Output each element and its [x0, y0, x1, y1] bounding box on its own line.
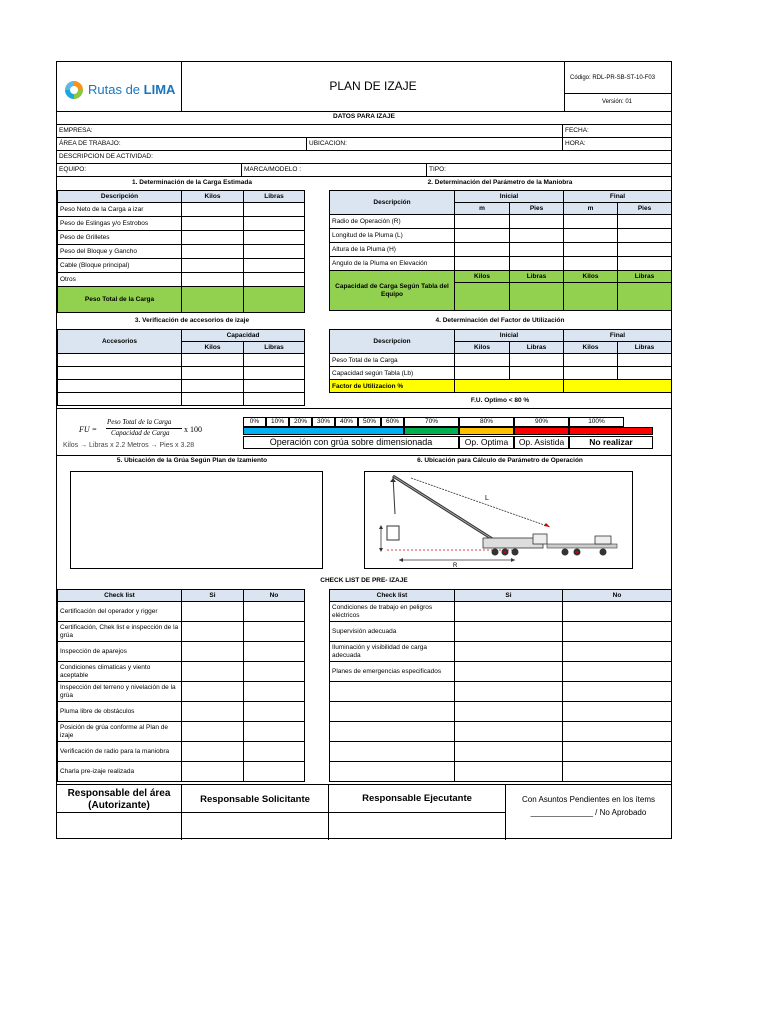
scale-percent-90: 90%: [514, 417, 569, 427]
checkbox-si[interactable]: [455, 662, 563, 682]
checklist-row: Pluma libre de obstáculos: [58, 702, 305, 722]
input-cell[interactable]: [244, 273, 305, 287]
table-row: Altura de la Pluma (H): [330, 243, 672, 257]
carga-table: [57, 190, 305, 313]
logo-text: Rutas de: [88, 82, 144, 97]
company-logo: [63, 77, 178, 103]
checklist-row: [330, 702, 672, 722]
checklist-row: Certificación, Chek list e inspección de la grúa: [58, 622, 305, 642]
checklist-title: CHECK LIST DE PRE- IZAJE: [320, 577, 408, 584]
document-code: Código: RDL-PR-SB-ST-10-F03: [570, 75, 656, 81]
checkbox-si[interactable]: [182, 642, 244, 662]
crane-diagram: [364, 471, 633, 569]
checklist-left-table: Check list Si No Certificación del operador y rigger Certificación, Chek list e inspección de la grúa Inspección de aparejos Condiciones climaticas y viento aceptable Inspección del terreno y nivelación de la grúa Pluma libre de obstáculos Posición de grúa conforme al Plan de izaje Verificación de radio para la maniobra Charla pre-izaje realizada: [57, 589, 305, 782]
checkbox-si[interactable]: [455, 722, 563, 742]
table-row: [58, 393, 305, 406]
table-row: Angulo de la Pluma en Elevación: [330, 257, 672, 271]
checkbox-si[interactable]: [455, 602, 563, 622]
tipo-label: TIPO:: [429, 166, 446, 173]
checkbox-si[interactable]: [182, 702, 244, 722]
section4-title: 4. Determinación del Factor de Utilización: [435, 317, 565, 324]
checklist-row: Verificación de radio para la maniobra: [58, 742, 305, 762]
table-row: Otros: [58, 273, 305, 287]
checklist-row: [330, 682, 672, 702]
col-descripcion: Descripción: [58, 191, 182, 203]
table-row: Peso del Bloque y Gancho: [58, 245, 305, 259]
checkbox-no[interactable]: [563, 642, 672, 662]
signature-ejecutante-field[interactable]: [329, 813, 504, 839]
checkbox-si[interactable]: [182, 722, 244, 742]
checklist-row: Posición de grúa conforme al Plan de izaje: [58, 722, 305, 742]
checkbox-no[interactable]: [244, 702, 305, 722]
factor-utilizacion-label: Factor de Utilizacion %: [330, 380, 455, 393]
fu-formula: FU = Peso Total de la Carga Capacidad de Carga x 100: [79, 418, 202, 437]
checkbox-si[interactable]: [182, 762, 244, 782]
checkbox-si[interactable]: [182, 622, 244, 642]
peso-total-libras[interactable]: [244, 287, 305, 313]
scale-segment-red-2: [569, 427, 653, 435]
empresa-field[interactable]: [97, 125, 561, 137]
input-cell[interactable]: [244, 217, 305, 231]
checkbox-no[interactable]: [563, 722, 672, 742]
checkbox-no[interactable]: [563, 682, 672, 702]
scale-percent-100: 100%: [569, 417, 624, 427]
scale-label-row: [243, 436, 653, 449]
input-cell[interactable]: [182, 259, 244, 273]
checkbox-si[interactable]: [182, 682, 244, 702]
scale-label-op-optima: Op. Optima: [459, 436, 514, 449]
scale-percent-70: 70%: [404, 417, 459, 427]
checkbox-no[interactable]: [244, 722, 305, 742]
table-row: Peso Total de la Carga: [330, 354, 672, 367]
section3-title: 3. Verificación de accesorios de izaje: [134, 317, 250, 324]
checkbox-si[interactable]: [455, 622, 563, 642]
checkbox-no[interactable]: [563, 762, 672, 782]
hora-label: HORA:: [565, 140, 586, 147]
crane-diagram-icon: [365, 472, 632, 568]
table-row: [58, 354, 305, 367]
length-label: L: [485, 495, 489, 502]
checklist-row: Planes de emergencias especificados: [330, 662, 672, 682]
section1-title: 1. Determinación de la Carga Estimada: [132, 179, 252, 186]
crane-location-box[interactable]: [70, 471, 323, 569]
datos-title: DATOS PARA IZAJE: [333, 113, 395, 120]
maniobra-table: Descripción Inicial Final m Pies m Pies Radio de Operación (R) Longitud de la Pluma (L) Altura de la Pluma (H) Angulo de la Pluma en Elevación Capacidad de Carga Según Tabla del Equipo Kilos Libras Kilos Libras: [329, 190, 672, 311]
signature-solicitante-label: Responsable Solicitante: [200, 794, 310, 805]
checklist-row: Condiciones climaticas y viento aceptable: [58, 662, 305, 682]
scale-percent-50: 50%: [358, 417, 381, 427]
checkbox-si[interactable]: [182, 662, 244, 682]
scale-percent-40: 40%: [335, 417, 358, 427]
logo-swirl-icon: [63, 79, 85, 101]
scale-segment-orange: [459, 427, 514, 435]
fecha-field[interactable]: [587, 125, 671, 137]
document-version: Versión: 01: [602, 99, 633, 105]
scale-label-sobre-dimensionada: Operación con grúa sobre dimensionada: [243, 436, 459, 449]
factor-table: Descripcion Inicial Final Kilos Libras Kilos Libras Peso Total de la Carga Capacidad según Tabla (Lb) Factor de Utilizacion %: [329, 329, 672, 393]
scale-percent-60: 60%: [381, 417, 404, 427]
checklist-right-table: Check list Si No Condiciones de trabajo en peligros eléctricos Supervisión adecuada Iluminación y visibilidad de carga adecuada Planes de emergencias especificados: [329, 589, 672, 782]
scale-percent-row: [243, 417, 653, 427]
radius-label: R: [453, 563, 458, 568]
checkbox-si[interactable]: [182, 602, 244, 622]
scale-percent-80: 80%: [459, 417, 514, 427]
input-cell[interactable]: [244, 259, 305, 273]
checkbox-no[interactable]: [244, 602, 305, 622]
no-aprobado-label: ______________ / No Aprobado: [530, 808, 647, 817]
fu-optimo-note: F.U. Optimo < 80 %: [470, 397, 530, 404]
scale-label-op-asistida: Op. Asistida: [514, 436, 569, 449]
descripcion-label: DESCRIPCION DE ACTIVIDAD:: [59, 153, 153, 160]
checkbox-no[interactable]: [563, 622, 672, 642]
table-row: [58, 367, 305, 380]
section5-title: 5. Ubicación de la Grúa Según Plan de Izamiento: [116, 457, 268, 464]
input-cell[interactable]: [182, 245, 244, 259]
checklist-row: Inspección de aparejos: [58, 642, 305, 662]
checklist-row: Iluminación y visibilidad de carga adecuada: [330, 642, 672, 662]
scale-segment-red: [514, 427, 569, 435]
peso-total-kilos[interactable]: [182, 287, 244, 313]
checklist-row: Certificación del operador y rigger: [58, 602, 305, 622]
checkbox-si[interactable]: [455, 642, 563, 662]
col-descripcion: Descripción: [330, 191, 455, 215]
checklist-row: Supervisión adecuada: [330, 622, 672, 642]
scale-percent-20: 20%: [289, 417, 312, 427]
scale-percent-30: 30%: [312, 417, 335, 427]
checklist-row: [330, 742, 672, 762]
scale-label-no-realizar: No realizar: [569, 436, 653, 449]
scale-segment-blue: [243, 427, 404, 435]
checkbox-no[interactable]: [244, 742, 305, 762]
checkbox-si[interactable]: [455, 742, 563, 762]
logo-text-bold: LIMA: [143, 82, 176, 97]
checklist-row: Inspección del terreno y nivelación de la grúa: [58, 682, 305, 702]
input-cell[interactable]: [244, 203, 305, 217]
table-row: Peso de Eslingas y/o Estrobos: [58, 217, 305, 231]
accesorios-table: Accesorios Capacidad Kilos Libras: [57, 329, 305, 406]
table-row: Peso Neto de la Carga a izar: [58, 203, 305, 217]
input-cell[interactable]: [244, 245, 305, 259]
col-kilos: Kilos: [182, 191, 244, 203]
checkbox-no[interactable]: [244, 642, 305, 662]
conversion-note: Kilos → Libras x 2.2 Metros → Pies x 3.28: [63, 442, 195, 449]
fecha-label: FECHA:: [565, 127, 589, 134]
scale-color-bar: [243, 427, 653, 435]
col-libras: Libras: [244, 191, 305, 203]
equipo-label: EQUIPO:: [59, 166, 87, 173]
page-title: PLAN DE IZAJE: [329, 79, 417, 93]
table-row: Peso de Grilletes: [58, 231, 305, 245]
table-row: Longitud de la Pluma (L): [330, 229, 672, 243]
utilization-scale: [243, 417, 653, 452]
table-row: [330, 380, 672, 393]
area-label: ÁREA DE TRABAJO:: [59, 140, 121, 147]
checkbox-no[interactable]: [244, 662, 305, 682]
checkbox-no[interactable]: [563, 742, 672, 762]
checkbox-si[interactable]: [455, 702, 563, 722]
input-cell[interactable]: [244, 231, 305, 245]
scale-percent-0: 0%: [243, 417, 266, 427]
checkbox-no[interactable]: [563, 702, 672, 722]
checkbox-si[interactable]: [182, 742, 244, 762]
input-cell[interactable]: [182, 203, 244, 217]
table-row: Cable (Bloque principal): [58, 259, 305, 273]
scale-percent-10: 10%: [266, 417, 289, 427]
empresa-label: EMPRESA:: [59, 127, 93, 134]
checklist-row: [330, 722, 672, 742]
pendientes-label: Con Asuntos Pendientes en los ítems: [522, 795, 655, 804]
signature-area-label: Responsable del área (Autorizante): [67, 788, 171, 811]
checklist-row: Charla pre-izaje realizada: [58, 762, 305, 782]
input-cell[interactable]: [182, 273, 244, 287]
table-row: Capacidad según Tabla (Lb): [330, 367, 672, 380]
capacidad-label: Capacidad de Carga Según Tabla del Equipo: [330, 271, 455, 311]
checkbox-no[interactable]: [563, 662, 672, 682]
checkbox-no[interactable]: [244, 622, 305, 642]
ubicacion-label: UBICACION:: [309, 140, 347, 147]
table-row: Radio de Operación (R): [330, 215, 672, 229]
section6-title: 6. Ubicación para Cálculo de Parámetro de Operación: [417, 457, 583, 464]
form-sheet: [56, 61, 672, 839]
checklist-row: Condiciones de trabajo en peligros eléctricos: [330, 602, 672, 622]
checkbox-si[interactable]: [455, 762, 563, 782]
checklist-row: [330, 762, 672, 782]
peso-total-label: Peso Total de la Carga: [58, 287, 182, 313]
input-cell[interactable]: [182, 231, 244, 245]
input-cell[interactable]: [182, 217, 244, 231]
section2-title: 2. Determinación del Parámetro de la Maniobra: [427, 179, 573, 186]
checkbox-no[interactable]: [563, 602, 672, 622]
signature-solicitante-field[interactable]: [182, 813, 327, 839]
scale-segment-green: [404, 427, 459, 435]
table-row: [58, 380, 305, 393]
checkbox-no[interactable]: [244, 682, 305, 702]
checkbox-no[interactable]: [244, 762, 305, 782]
checkbox-si[interactable]: [455, 682, 563, 702]
signature-ejecutante-label: Responsable Ejecutante: [362, 793, 472, 804]
marca-label: MARCA/MODELO :: [244, 166, 302, 173]
header: [57, 62, 671, 111]
signature-area-field[interactable]: [58, 813, 180, 839]
